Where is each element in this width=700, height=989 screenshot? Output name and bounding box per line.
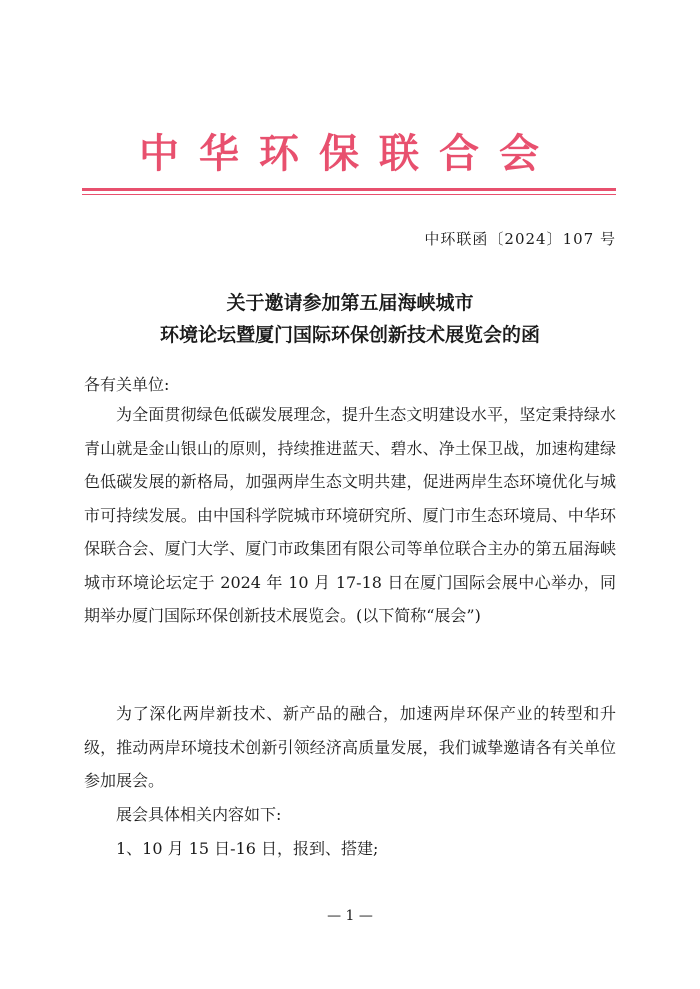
page-number: — 1 — [327, 908, 373, 924]
document-number: 中环联函〔2024〕107 号 [424, 230, 616, 248]
document-title-line-1: 关于邀请参加第五届海峡城市 [226, 292, 474, 314]
body-paragraph: 展会具体相关内容如下: [116, 805, 282, 824]
letterhead-rule-thick [82, 188, 616, 191]
body-paragraph: 1、10 月 15 日-16 日，报到、搭建; [116, 839, 379, 858]
body-paragraph: 为全面贯彻绿色低碳发展理念，提升生态文明建设水平，坚定秉持绿水青山就是金山银山的原则，持续推进蓝天、碧水、净土保卫战，加速构建绿色低碳发展的新格局，加强两岸生态文明共建，促进两岸生态环境优化与城市可持续发展。由中国科学院城市环境研究所、厦门市生态环境局、中华环保联合会、厦门大学、厦门市政集团有限公司等单位联合主办的第五届海峡城市环境论坛定于 2024 年 10 月 17-18 日在厦门国际会展中心举办，同期举办厦门国际环保创新技术展览会。(以下简称“展会”) [84, 405, 616, 625]
document-title-line-2: 环境论坛暨厦门国际环保创新技术展览会的函 [159, 324, 540, 346]
salutation: 各有关单位: [84, 375, 170, 394]
organization-letterhead: 中华环保联合会 [139, 131, 559, 177]
body-paragraph: 为了深化两岸新技术、新产品的融合，加速两岸环保产业的转型和升级，推动两岸环境技术创新引领经济高质量发展，我们诚挚邀请各有关单位参加展会。 [84, 704, 616, 790]
letterhead-rule-thin [82, 194, 616, 195]
